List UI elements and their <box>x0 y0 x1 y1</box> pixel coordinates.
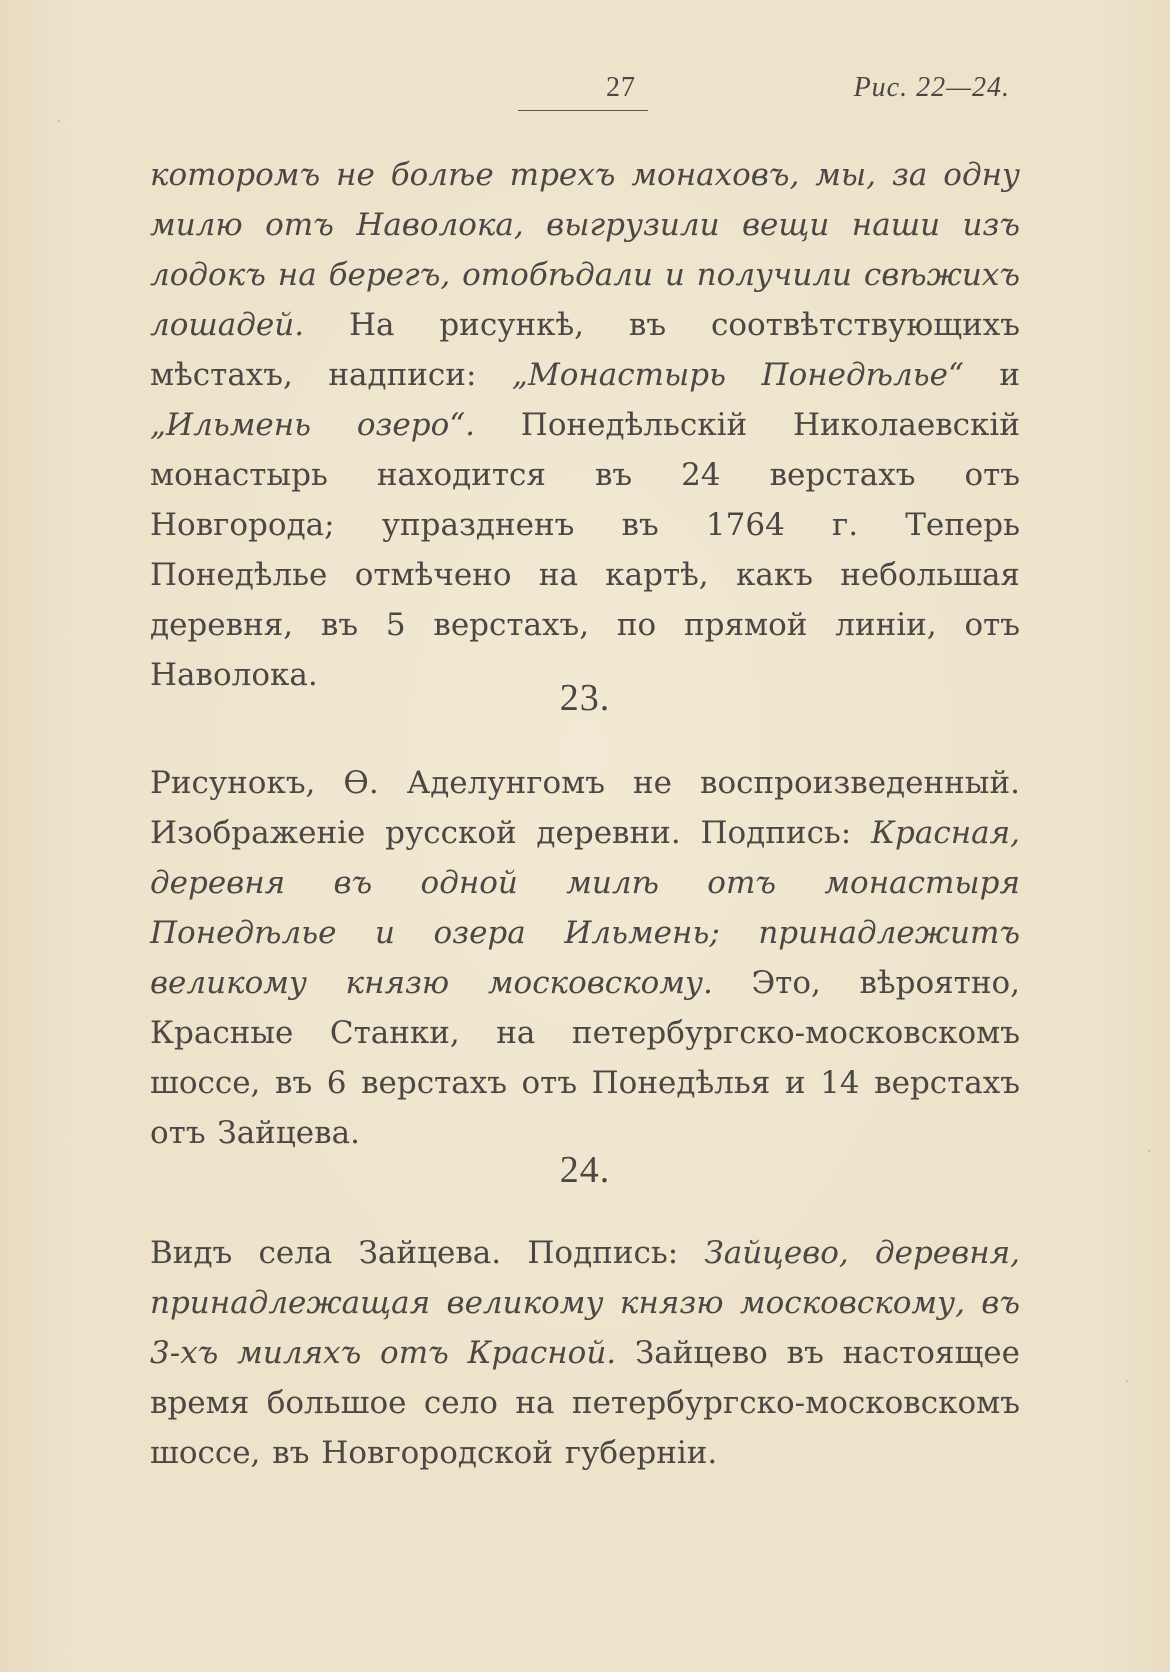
body-text: На рисункѣ, въ соотвѣтствующихъ мѣстахъ, надписи: <box>150 307 1020 393</box>
section-number-24: 24. <box>559 1149 611 1191</box>
caption-monastery: „Монастырь Понедѣлье“ <box>511 357 964 393</box>
section-number-23: 23. <box>559 677 611 719</box>
running-head: Рис. 22—24. <box>853 72 1010 103</box>
page-number: 27 <box>606 72 636 103</box>
paper-speck <box>1126 1380 1128 1382</box>
body-text: Понедѣльскій Николаевскій монастырь находится въ 24 верстахъ отъ Новгорода; упраздненъ въ 1764 г. Теперь Понедѣлье отмѣчено на картѣ, какъ небольшая деревня, въ 5 верстахъ, по прямой линіи, отъ Наволока. <box>150 407 1020 693</box>
body-text: Рисунокъ, Ѳ. Аделунгомъ не воспроизведенный. Изображеніе русской деревни. Подпись: <box>150 765 1020 851</box>
paper-speck <box>58 120 60 122</box>
header-rule <box>518 110 648 111</box>
paper-speck <box>1148 1150 1150 1152</box>
section-23-paragraph <box>150 758 1020 1158</box>
body-text: и <box>963 357 1020 393</box>
section-24-paragraph <box>150 1228 1020 1478</box>
quoted-text: которомъ не болѣе трехъ монаховъ, мы, за одну милю отъ Наволока, выгрузили вещи наши изъ лодокъ на берегъ, отобѣдали и получили свѣжихъ лошадей. <box>150 157 1020 343</box>
caption-lake: „Ильмень озеро“. <box>150 407 475 443</box>
body-text: Зайцево въ настоящее время большое село на петербургско-московскомъ шоссе, въ Новгородской губерніи. <box>150 1335 1020 1471</box>
paper-speck <box>372 1452 374 1454</box>
body-text: Это, вѣроятно, Красные Станки, на петербургско-московскомъ шоссе, въ 6 верстахъ отъ Понедѣлья и 14 верстахъ отъ Зайцева. <box>150 965 1021 1151</box>
body-text: Видъ села Зайцева. Подпись: <box>150 1235 705 1271</box>
caption-text: Зайцево, деревня, принадлежащая великому князю московскому, въ 3-хъ миляхъ отъ Красной. <box>150 1235 1020 1371</box>
caption-text: Красная, деревня въ одной милѣ отъ монастыря Понедѣлье и озера Ильмень; принадлежитъ великому князю московскому. <box>150 815 1020 1001</box>
continuation-paragraph <box>150 150 1020 700</box>
page-header <box>150 66 1020 116</box>
